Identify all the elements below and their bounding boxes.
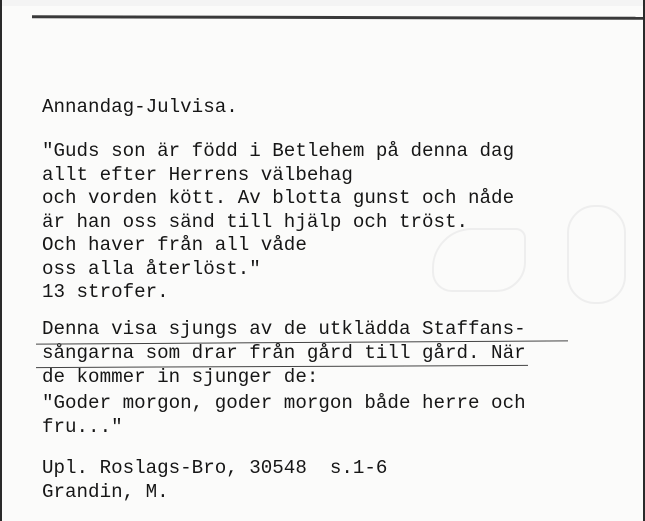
text-line: allt efter Herrens välbehag: [42, 163, 353, 186]
text-line: fru...": [42, 416, 123, 438]
text-line: oss alla återlöst.": [42, 257, 261, 280]
card-top-edge: [2, 0, 645, 6]
song-heading: Annandag-Julvisa.: [42, 96, 238, 118]
bleed-through-mark: [567, 205, 626, 304]
text-line: är han oss sänd till hjälp och tröst.: [42, 210, 469, 233]
bleed-through-mark: [432, 228, 526, 292]
text-line: Och haver från all våde: [42, 234, 307, 256]
text-line: de kommer in sjunger de:: [42, 366, 319, 388]
text-line: "Guds son är född i Betlehem på denna dag: [42, 140, 515, 162]
source-line: Upl. Roslags-Bro, 30548 s.1-6: [42, 457, 388, 479]
collector-line: Grandin, M.: [42, 481, 169, 503]
text-line: och vorden kött. Av blotta gunst och nåde: [42, 187, 515, 209]
text-line: Denna visa sjungs av de utklädda Staffans-: [42, 318, 526, 340]
text-line: "Goder morgon, goder morgon både herre och: [42, 392, 526, 414]
text-line: 13 strofer.: [42, 281, 169, 303]
card-top-rule: [32, 15, 644, 20]
text-line: sångarna som drar från gård till gård. När: [42, 342, 526, 364]
